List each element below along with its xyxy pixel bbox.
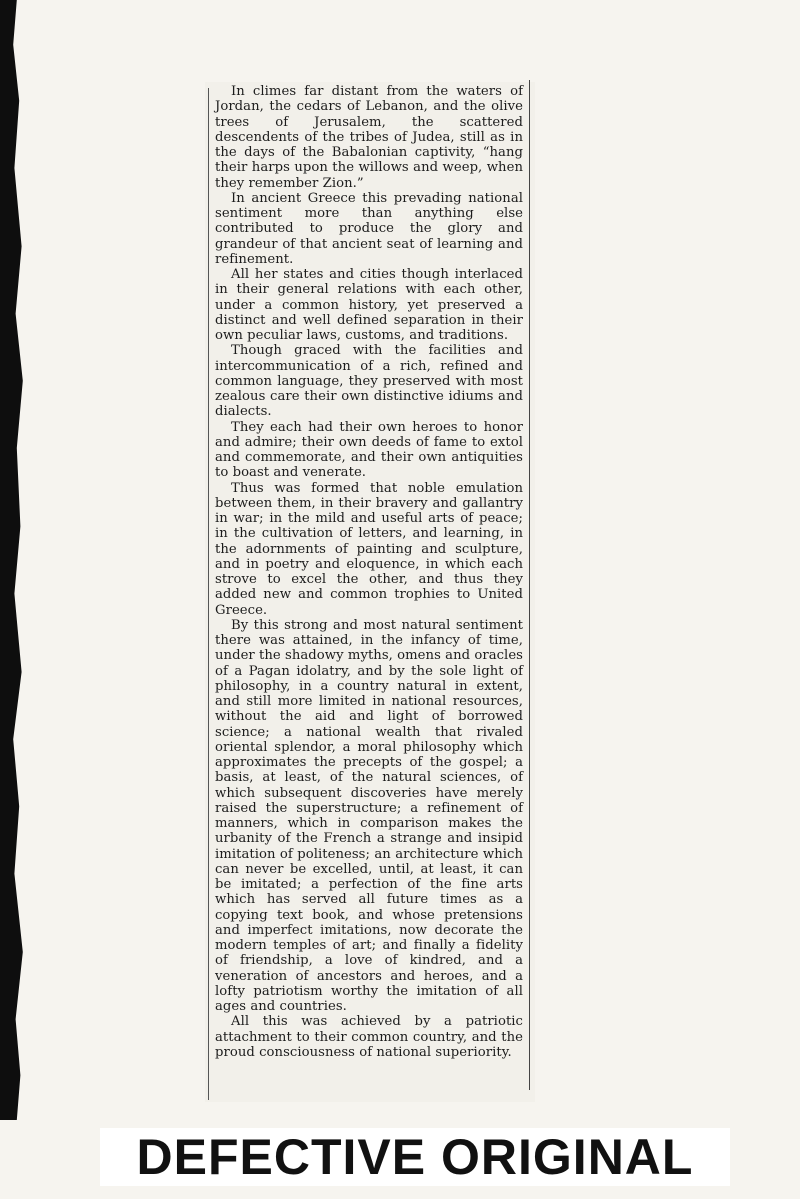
defective-original-banner (100, 1128, 730, 1186)
article-paragraph: All this was achieved by a patriotic attachment to their common country, and the proud consciousness of national superiority. (215, 1014, 523, 1060)
article-paragraph: In climes far distant from the waters of Jordan, the cedars of Lebanon, and the olive trees of Jerusalem, the scattered descendents of the tribes of Judea, still as in the days of the Babalonian captivity, “hang their harps upon the willows and weep, when they remember Zion.” (215, 84, 523, 191)
column-rule-right (529, 80, 530, 1090)
article-paragraph: All her states and cities though interlaced in their general relations with each other, under a common history, yet preserved a distinct and well defined separation in their own peculiar laws, customs, and traditions. (215, 267, 523, 343)
column-rule-left (208, 88, 209, 1100)
article-paragraph: They each had their own heroes to honor and admire; their own deeds of fame to extol and commemorate, and their own antiquities to boast and venerate. (215, 419, 523, 481)
banner-label: DEFECTIVE ORIGINAL (136, 1129, 694, 1185)
article-column (215, 84, 523, 1060)
article-paragraph: In ancient Greece this prevading national sentiment more than anything else contributed to produce the glory and grandeur of that ancient seat of learning and refinement. (215, 190, 523, 267)
article-paragraph: Though graced with the facilities and intercommunication of a rich, refined and common language, they preserved with most zealous care their own distinctive idiums and dialects. (215, 343, 523, 420)
article-paragraph: Thus was formed that noble emulation between them, in their bravery and gallantry in war; in the mild and useful arts of peace; in the cultivation of letters, and learning, in the adornments of painting and sculpture, and in poetry and eloquence, in which each strove to excel the other, and thus they added new and common trophies to United Greece. (215, 480, 523, 618)
torn-page-edge (0, 0, 24, 1120)
article-paragraph: By this strong and most natural sentiment there was attained, in the infancy of time, under the shadowy myths, omens and oracles of a Pagan idolatry, and by the sole light of philosophy, in a country natural in extent, and still more limited in national resources, without the aid and light of borrowed science; a national wealth that rivaled oriental splendor, a moral philosophy which approximates the precepts of the gospel; a basis, at least, of the natural sciences, of which subsequent discoveries have merely raised the superstructure; a refinement of manners, which in comparison makes the urbanity of the French a strange and insipid imitation of politeness; an architecture which can never be excelled, until, at least, it can be imitated; a perfection of the fine arts which has served all future times as a copying text book, and whose pretensions and imperfect imitations, now decorate the modern temples of art; and finally a fidelity of friendship, a love of kindred, and a veneration of ancestors and heroes, and a lofty patriotism worthy the imitation of all ages and countries. (215, 617, 523, 1014)
